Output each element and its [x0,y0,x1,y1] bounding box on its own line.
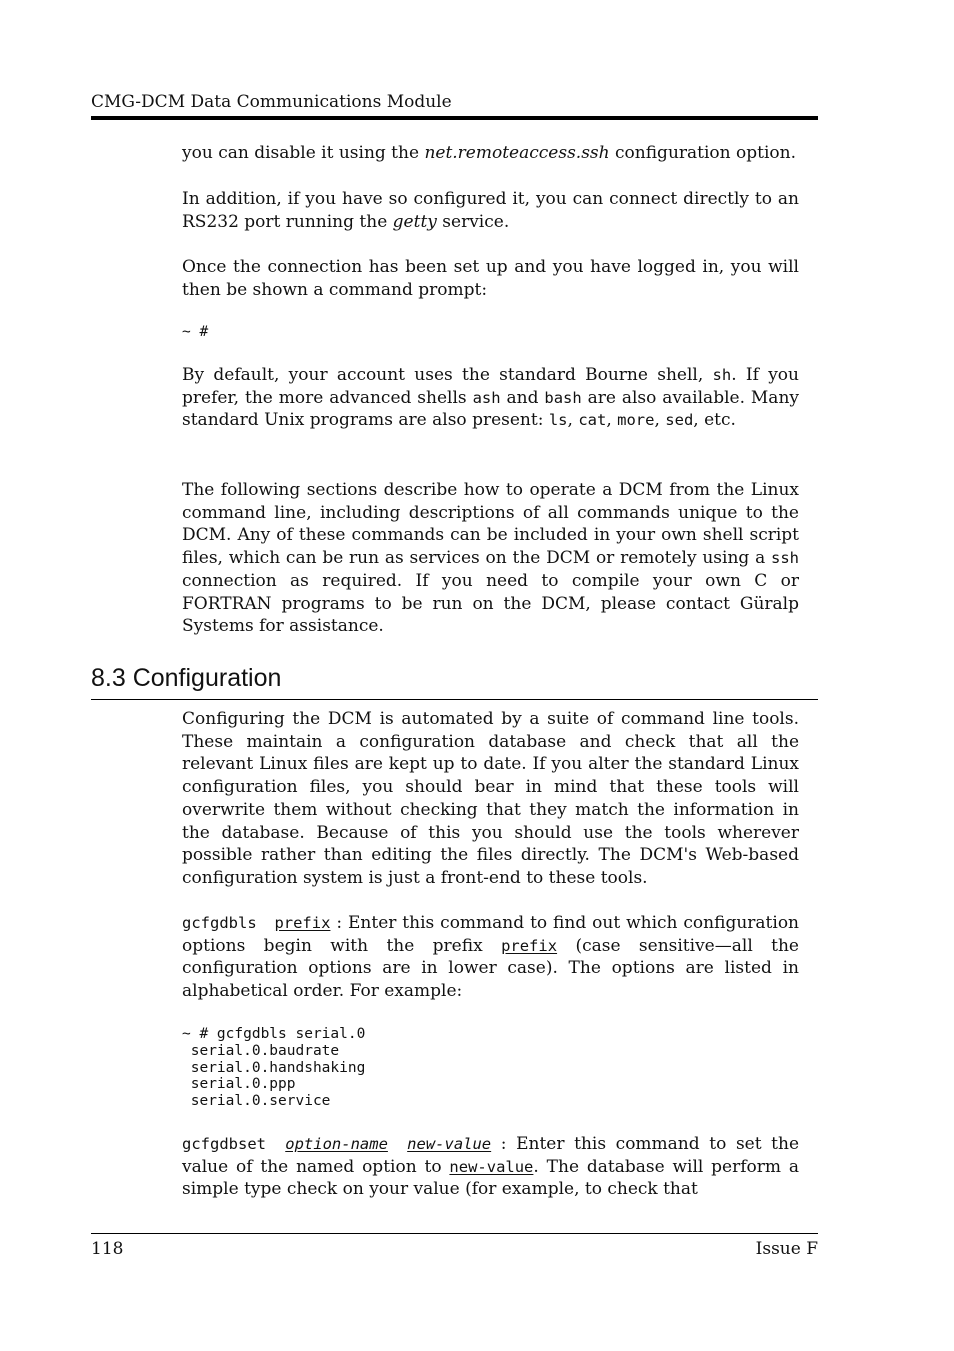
footer-rule [91,1233,818,1234]
service-name: getty [392,211,437,232]
paragraph-rs232 [182,188,799,233]
text: service. [436,211,510,232]
code-ssh: ssh [771,549,799,568]
argument-new-value: new-value [449,1157,534,1176]
issue-label: Issue F [755,1239,818,1259]
running-header: CMG-DCM Data Communications Module [91,92,452,112]
text: configuration option. [609,143,796,163]
code-prompt: ~ # [182,324,209,340]
section-rule [91,699,818,700]
paragraph-shells [182,364,799,432]
text: (case sensitive—all the configuration options are in lower case). The options are listed in alphabetical order. For example: [182,935,799,1002]
code-sh: sh [712,366,732,384]
paragraph-gcfgdbls [182,912,799,1003]
text: . If you prefer, the more advanced shells [182,365,799,408]
code-sed: sed [665,411,694,430]
code-example-gcfgdbls: ~ # gcfgdbls serial.0 serial.0.baudrate serial.0.handshaking serial.0.ppp serial.0.service [182,1026,366,1110]
command-gcfgdbset: gcfgdbset [182,1135,266,1153]
text: you can disable it using the [182,143,425,163]
code-ls: ls [548,411,568,430]
text: By default, your account uses the standard Bourne shell, [182,365,713,385]
argument-new-value: new-value [407,1135,492,1153]
command-gcfgdbls: gcfgdbls [182,914,257,932]
section-heading: 8.3 Configuration [91,664,282,692]
page-number: 118 [91,1239,124,1259]
header-rule [91,116,818,120]
paragraph-following-sections [182,479,799,638]
code-bash: bash [544,388,582,407]
paragraph-configuring: Configuring the DCM is automated by a suite of command line tools. These maintain a configuration database and check that all the relevant Linux files are kept up to date. If you alter the standard Linux configuration files, you should bear in mind that these tools will overwrite them without checking that they match the information in the database. Because of this you should use the tools wherever possible rather than editing the files directly. The DCM's Web-based configuration system is just a front-end to these tools. [182,709,799,888]
paragraph-ssh-disable [182,142,799,165]
text: , etc. [693,410,736,431]
text: In addition, if you have so configured it, you can connect directly to an RS232 port running the [182,189,799,232]
paragraph-command-prompt: Once the connection has been set up and you have logged in, you will then be shown a command prompt: [182,257,799,300]
text: : Enter this command to find out which configuration options begin with the prefix [182,913,800,956]
argument-prefix: prefix [274,914,331,932]
argument-prefix: prefix [501,936,558,955]
code-ash: ash [472,388,501,407]
text: and [500,387,545,408]
text: , [654,410,666,431]
text: are also available. Many standard Unix programs are also present: [182,387,799,431]
argument-option-name: option-name [285,1135,388,1153]
paragraph-gcfgdbset [182,1133,799,1201]
text: connection as required. If you need to compile your own C or FORTRAN programs to be run on the DCM, please contact Güralp Systems for assistance. [182,570,799,637]
text: , [606,410,618,431]
code-more: more [617,411,655,430]
text: : Enter this command to set the value of the named option to [182,1134,800,1177]
config-option-name: net.remoteaccess.ssh [424,143,610,163]
text: . The database will perform a simple type check on your value (for example, to check that [182,1156,799,1200]
text: The following sections describe how to operate a DCM from the Linux command line, including descriptions of all commands unique to the DCM. Any of these commands can be included in your own shell script files, which can be run as services on the DCM or remotely using a [182,480,799,569]
text: , [567,410,579,431]
code-cat: cat [578,411,607,430]
